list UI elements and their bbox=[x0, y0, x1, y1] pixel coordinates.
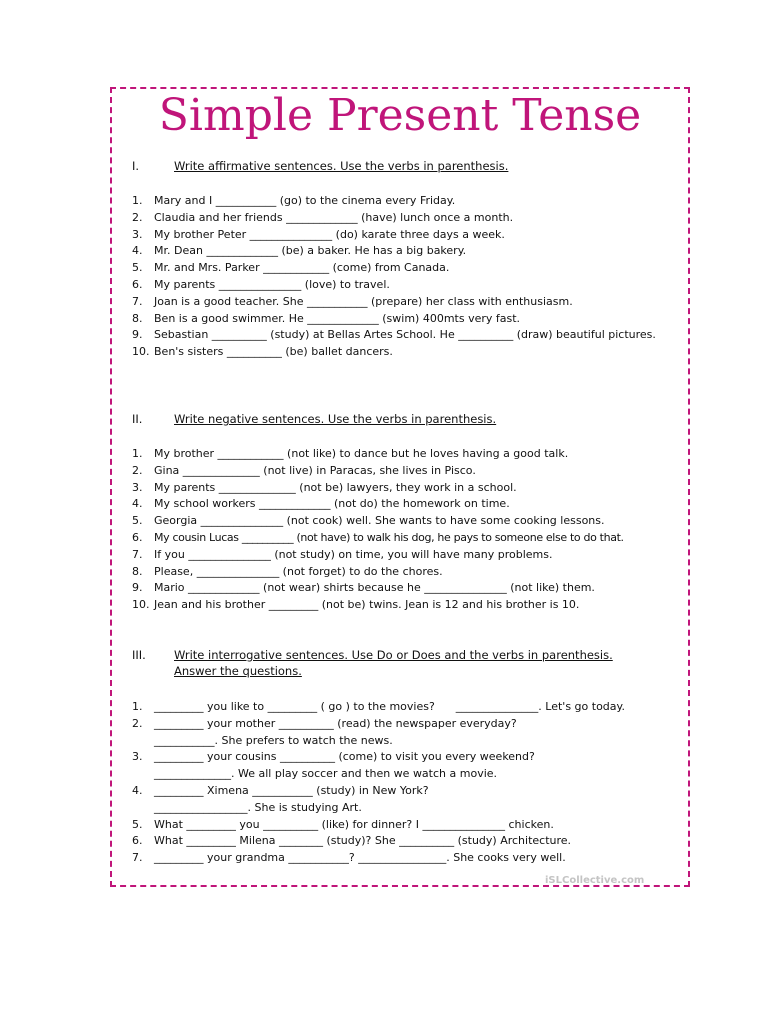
item-number: 10. bbox=[132, 598, 150, 612]
item-number: 1. bbox=[132, 700, 143, 713]
item-number: 9. bbox=[132, 581, 143, 595]
exercise-item bbox=[132, 513, 680, 530]
item-text: My parents ______________ (not be) lawyers, they work in a school. bbox=[154, 480, 517, 494]
exercise-item bbox=[132, 243, 680, 260]
exercise-item bbox=[132, 294, 680, 311]
item-text: If you _______________ (not study) on time, you will have many problems. bbox=[154, 547, 553, 561]
item-number: 4. bbox=[132, 497, 143, 511]
exercise-item bbox=[132, 850, 680, 867]
exercise-item bbox=[132, 496, 680, 513]
item-text: _________ Ximena ___________ (study) in New York? bbox=[154, 783, 429, 797]
item-number: 2. bbox=[132, 716, 143, 730]
exercise-item bbox=[132, 733, 680, 750]
item-text: What _________ Milena ________ (study)? She __________ (study) Architecture. bbox=[154, 834, 572, 848]
section-numeral: I. bbox=[132, 159, 140, 173]
item-text: Ben's sisters __________ (be) ballet dancers. bbox=[154, 345, 393, 359]
item-number: 10. bbox=[132, 345, 150, 359]
item-number: 7. bbox=[132, 851, 143, 865]
item-text: Georgia _______________ (not cook) well. She wants to have some cooking lessons. bbox=[154, 514, 605, 528]
item-number: 5. bbox=[132, 817, 143, 831]
item-number: 4. bbox=[132, 244, 143, 258]
section-heading-2 bbox=[132, 411, 496, 427]
item-text: Mr. and Mrs. Parker ____________ (come) from Canada. bbox=[154, 261, 450, 275]
exercise-item bbox=[132, 463, 680, 480]
item-text: Please, _______________ (not forget) to do the chores. bbox=[154, 564, 443, 578]
page-title: Simple Present Tense bbox=[158, 90, 642, 141]
exercise-item bbox=[132, 446, 680, 463]
item-number: 8. bbox=[132, 564, 143, 578]
exercise-item bbox=[132, 260, 680, 277]
item-text: My brother Peter _______________ (do) karate three days a week. bbox=[154, 227, 505, 241]
item-text: My brother ____________ (not like) to dance but he loves having a good talk. bbox=[154, 447, 569, 460]
exercise-item bbox=[132, 580, 680, 597]
item-number: 9. bbox=[132, 328, 143, 342]
item-number: 1. bbox=[132, 194, 143, 207]
item-number: 5. bbox=[132, 261, 143, 275]
item-text: Jean and his brother _________ (not be) twins. Jean is 12 and his brother is 10. bbox=[154, 598, 580, 612]
item-text: _________________. She is studying Art. bbox=[154, 800, 362, 814]
item-text: _________ your cousins __________ (come) to visit you every weekend? bbox=[154, 750, 535, 764]
item-text: ______________. We all play soccer and then we watch a movie. bbox=[154, 767, 498, 781]
item-number: 6. bbox=[132, 834, 143, 848]
site-watermark: iSLCollective.com bbox=[545, 875, 645, 886]
exercise-item bbox=[132, 227, 680, 244]
exercise-item bbox=[132, 327, 680, 344]
item-number: 7. bbox=[132, 294, 143, 308]
item-number bbox=[132, 766, 154, 783]
item-text: Ben is a good swimmer. He _____________ (swim) 400mts very fast. bbox=[154, 311, 521, 325]
exercise-item bbox=[132, 749, 680, 766]
item-number: 6. bbox=[132, 530, 143, 544]
exercise-item bbox=[132, 783, 680, 800]
item-text: Claudia and her friends _____________ (have) lunch once a month. bbox=[154, 210, 514, 224]
section-instruction: Write affirmative sentences. Use the verbs in parenthesis. bbox=[174, 159, 509, 173]
exercise-item bbox=[132, 277, 680, 294]
exercise-item bbox=[132, 800, 680, 817]
item-number: 2. bbox=[132, 210, 143, 224]
section-instruction: Write interrogative sentences. Use Do or Does and the verbs in parenthesis. bbox=[174, 648, 613, 662]
item-number: 2. bbox=[132, 463, 143, 477]
item-number bbox=[132, 733, 154, 750]
exercise-item bbox=[132, 311, 680, 328]
exercise-list-3 bbox=[132, 699, 680, 867]
item-number: 3. bbox=[132, 750, 143, 764]
exercise-item bbox=[132, 699, 680, 716]
exercise-item bbox=[132, 766, 680, 783]
item-number: 5. bbox=[132, 514, 143, 528]
exercise-list-1 bbox=[132, 193, 680, 361]
exercise-item bbox=[132, 547, 680, 564]
item-text: My parents _______________ (love) to travel. bbox=[154, 277, 390, 291]
item-text: Mario _____________ (not wear) shirts because he _______________ (not like) them. bbox=[154, 581, 595, 595]
item-number: 3. bbox=[132, 480, 143, 494]
item-text: Mary and I ___________ (go) to the cinema every Friday. bbox=[154, 194, 456, 207]
item-text: _________ your grandma ___________? ________________. She cooks very well. bbox=[154, 851, 566, 865]
item-text: Gina ______________ (not live) in Paracas, she lives in Pisco. bbox=[154, 463, 476, 477]
exercise-item bbox=[132, 564, 680, 581]
item-text: My cousin Lucas __________ (not have) to walk his dog, he pays to someone else to do that. bbox=[154, 530, 624, 544]
item-text: What _________ you __________ (like) for dinner? I _______________ chicken. bbox=[154, 817, 554, 831]
item-number: 6. bbox=[132, 277, 143, 291]
section-heading-1 bbox=[132, 158, 508, 174]
item-text: My school workers _____________ (not do) the homework on time. bbox=[154, 497, 510, 511]
item-number: 7. bbox=[132, 547, 143, 561]
item-number: 3. bbox=[132, 227, 143, 241]
item-text: _________ your mother __________ (read) the newspaper everyday? bbox=[154, 716, 517, 730]
item-text: Mr. Dean _____________ (be) a baker. He has a big bakery. bbox=[154, 244, 467, 258]
section-instruction: Write negative sentences. Use the verbs in parenthesis. bbox=[174, 412, 497, 426]
exercise-item bbox=[132, 530, 680, 547]
exercise-item bbox=[132, 716, 680, 733]
section-heading-3 bbox=[132, 647, 613, 679]
section-numeral: II. bbox=[132, 412, 143, 426]
exercise-item bbox=[132, 193, 680, 210]
item-text: _________ you like to _________ ( go ) to the movies? _______________. Let's go today. bbox=[154, 700, 625, 713]
item-number bbox=[132, 800, 154, 817]
exercise-item bbox=[132, 480, 680, 497]
item-text: ___________. She prefers to watch the news. bbox=[154, 733, 393, 747]
section-instruction-2: Answer the questions. bbox=[174, 664, 302, 678]
item-text: Sebastian __________ (study) at Bellas Artes School. He __________ (draw) beautiful pictures. bbox=[154, 328, 656, 342]
item-number: 1. bbox=[132, 447, 143, 460]
exercise-item bbox=[132, 817, 680, 834]
exercise-list-2 bbox=[132, 446, 680, 614]
exercise-item bbox=[132, 210, 680, 227]
exercise-item bbox=[132, 344, 680, 361]
item-number: 4. bbox=[132, 783, 143, 797]
item-number: 8. bbox=[132, 311, 143, 325]
item-text: Joan is a good teacher. She ___________ (prepare) her class with enthusiasm. bbox=[154, 294, 573, 308]
exercise-item bbox=[132, 597, 680, 614]
exercise-item bbox=[132, 833, 680, 850]
section-numeral: III. bbox=[132, 648, 146, 662]
